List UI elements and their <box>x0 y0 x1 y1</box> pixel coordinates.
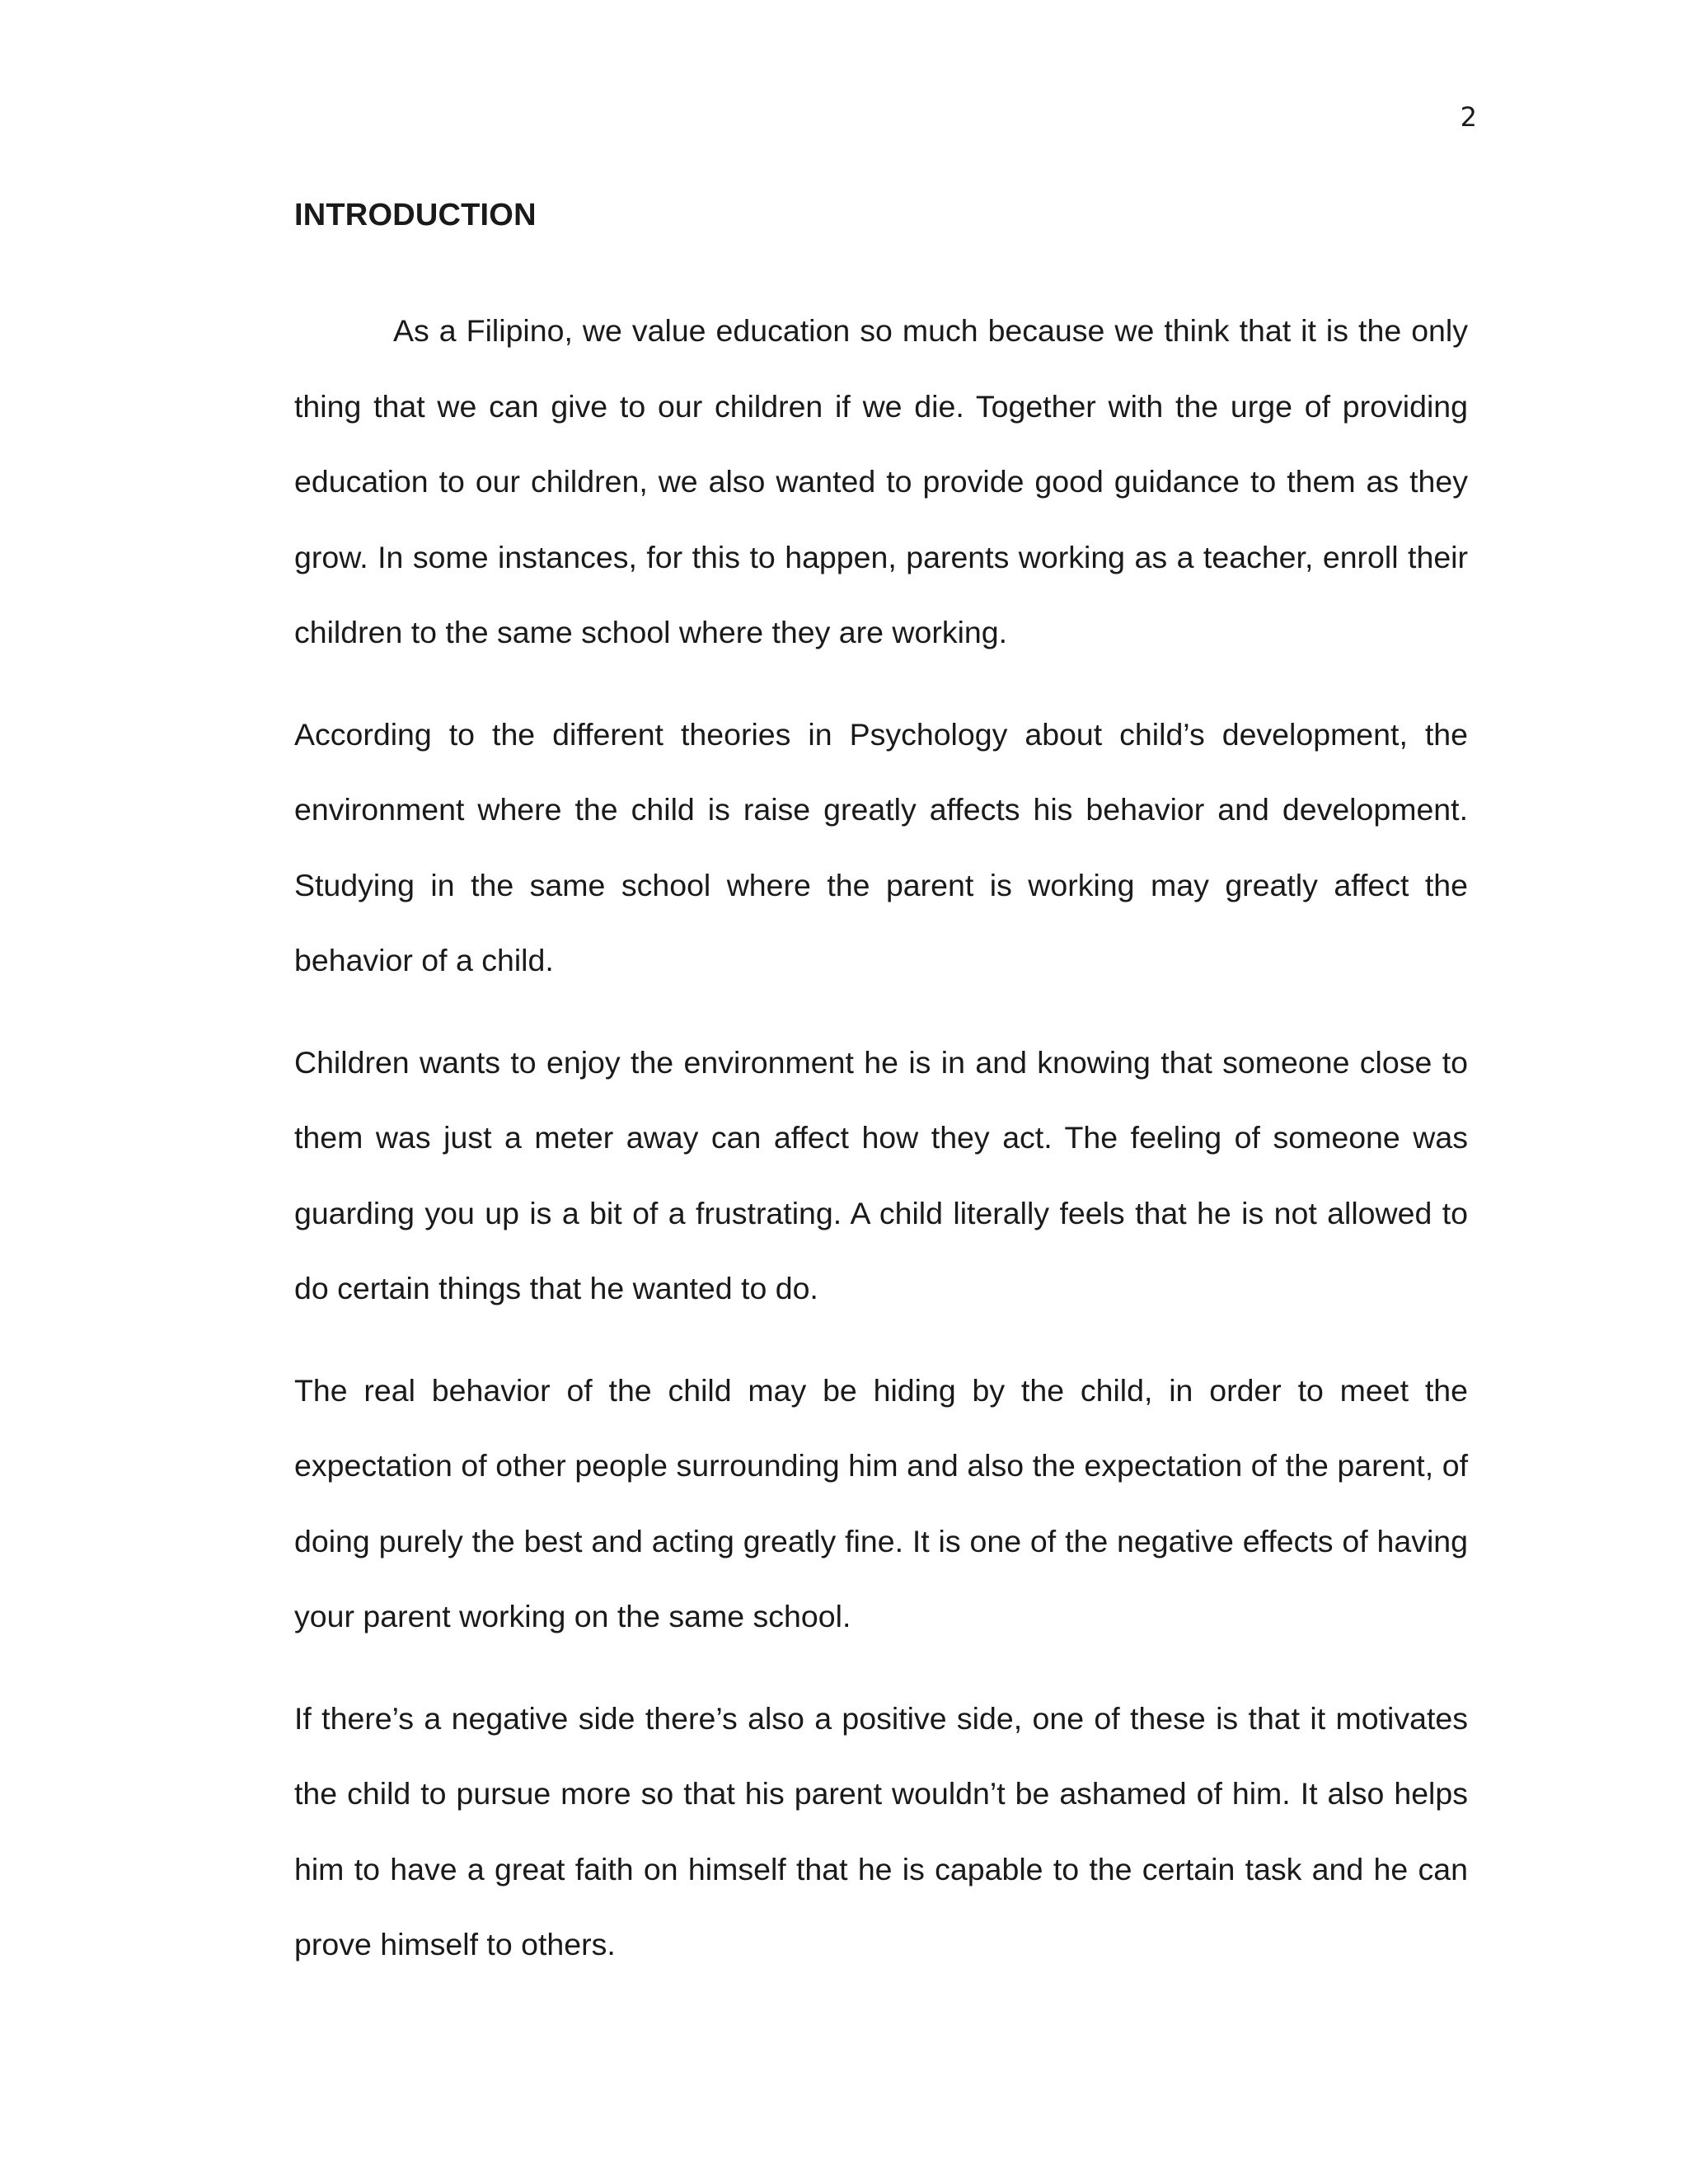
paragraph-1: As a Filipino, we value education so much because we think that it is the only thing that we can give to our children if we die. Together with the urge of providing education to our children, we also wanted to provide good guidance to them as they grow. In some instances, for this to happen, parents working as a teacher, enroll their children to the same school where they are working. <box>294 313 1468 649</box>
paragraph-4: The real behavior of the child may be hiding by the child, in order to meet the expectation of other people surrounding him and also the expectation of the parent, of doing purely the best and acting greatly fine. It is one of the negative effects of having your parent working on the same school. <box>294 1372 1468 1633</box>
paragraph-2: According to the different theories in Psychology about child’s development, the environment where the child is raise greatly affects his behavior and development. Studying in the same school where the parent is working may greatly affect the behavior of a child. <box>294 716 1468 977</box>
body-text <box>294 293 1468 1983</box>
paragraph-3: Children wants to enjoy the environment he is in and knowing that someone close to them was just a meter away can affect how they act. The feeling of someone was guarding you up is a bit of a frustrating. A child literally feels that he is not allowed to do certain things that he wanted to do. <box>294 1044 1468 1305</box>
section-heading: INTRODUCTION <box>294 198 537 232</box>
paragraph-5: If there’s a negative side there’s also a positive side, one of these is that it motivates the child to pursue more so that his parent wouldn’t be ashamed of him. It also helps him to have a great faith on himself that he is capable to the certain task and he can prove himself to others. <box>294 1700 1468 1961</box>
page-number: 2 <box>1460 101 1477 133</box>
